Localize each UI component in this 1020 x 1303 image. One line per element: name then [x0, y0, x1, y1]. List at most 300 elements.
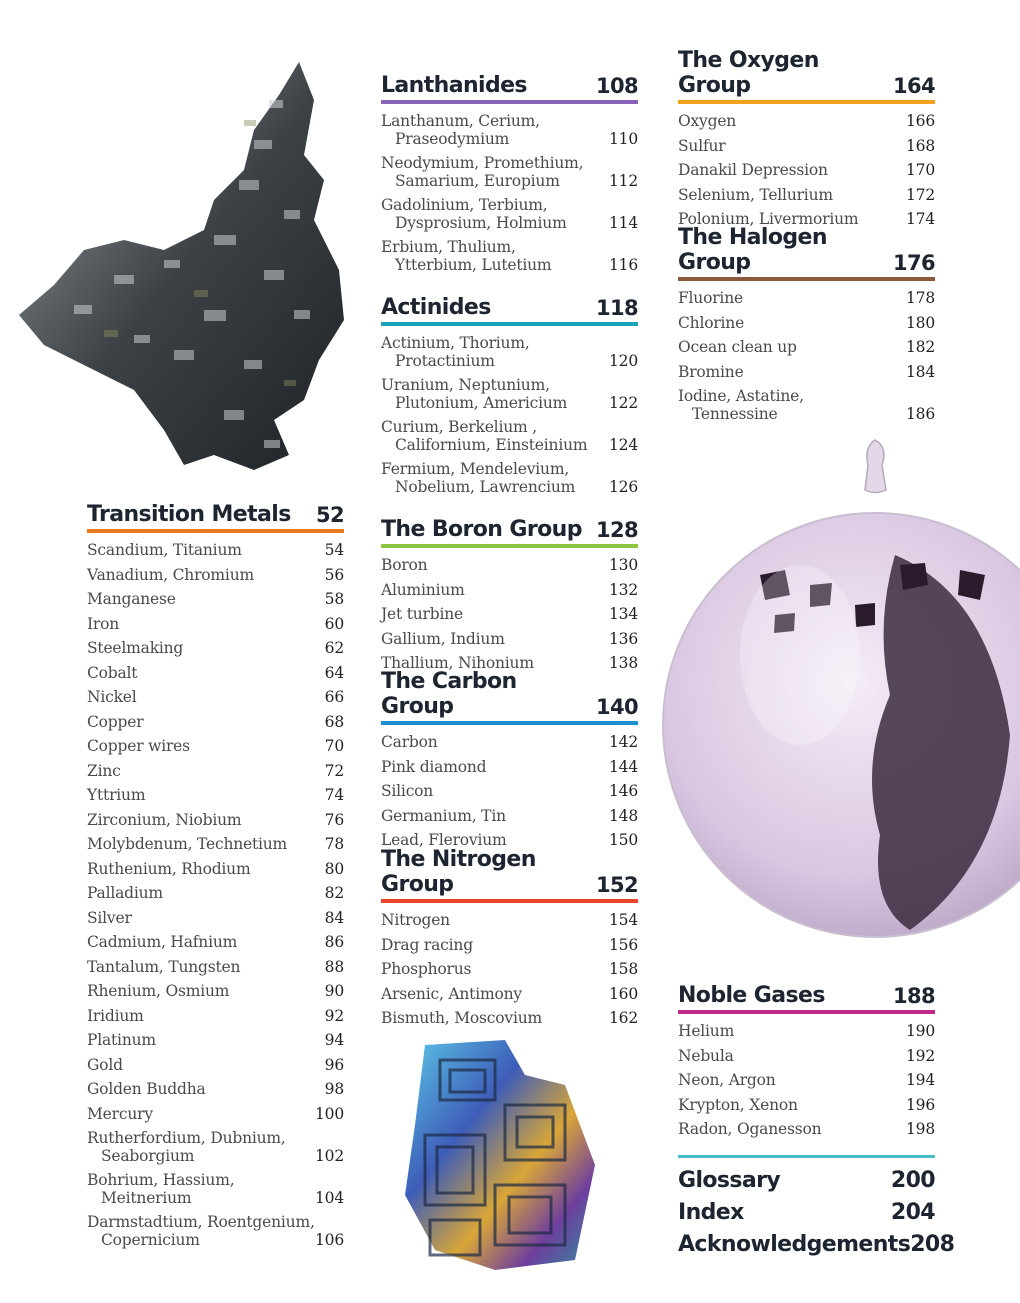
section-page-number: 140	[595, 695, 638, 719]
entry-title	[381, 783, 433, 801]
entry-title-line: Rutherfordium, Dubnium,	[87, 1129, 286, 1147]
entry-title	[678, 138, 726, 156]
entry-page-number: 100	[315, 1104, 344, 1123]
toc-entry[interactable]	[678, 113, 935, 131]
toc-entry[interactable]	[87, 591, 344, 609]
entry-page-number: 92	[324, 1006, 344, 1025]
entry-title-line: Vanadium, Chromium	[87, 565, 254, 584]
toc-entry[interactable]	[87, 689, 344, 707]
section-heading[interactable]	[381, 66, 638, 104]
toc-entry[interactable]	[381, 961, 638, 979]
entry-page-number: 70	[324, 737, 344, 755]
section-heading[interactable]	[381, 847, 638, 903]
glass-sphere-image	[660, 435, 1020, 955]
toc-entry[interactable]	[678, 290, 935, 308]
section-transition-metals	[87, 495, 344, 1256]
entry-title-line: Danakil Depression	[678, 161, 828, 179]
entry-page-number: 180	[906, 313, 935, 332]
entry-title	[87, 738, 190, 756]
toc-entry[interactable]	[381, 197, 638, 232]
entry-page-number: 90	[324, 982, 344, 1000]
entry-title-line: Jet turbine	[381, 605, 463, 623]
entry-title-line: Oxygen	[678, 112, 737, 130]
toc-entry[interactable]	[381, 631, 638, 649]
entry-title	[381, 808, 506, 826]
entry-title-line: Fluorine	[678, 289, 743, 307]
toc-entry[interactable]	[381, 986, 638, 1004]
entry-title	[381, 239, 551, 274]
entry-title-line: Tennessine	[692, 404, 778, 423]
entry-page-number: 138	[609, 654, 638, 672]
entry-title	[678, 315, 744, 333]
index-link[interactable]	[678, 1200, 935, 1232]
entry-title-line: Bromine	[678, 362, 744, 381]
toc-entry[interactable]	[87, 861, 344, 879]
toc-entry[interactable]	[87, 542, 344, 560]
entry-title	[678, 1097, 798, 1115]
toc-entry[interactable]	[678, 138, 935, 156]
entry-title	[381, 155, 583, 190]
entry-title	[87, 591, 176, 609]
entry-title-line: Sulfur	[678, 136, 726, 155]
entry-page-number: 160	[609, 984, 638, 1003]
entry-title	[678, 339, 797, 357]
toc-entry[interactable]	[87, 665, 344, 683]
section-nitrogen-group	[381, 847, 638, 1035]
entry-title-line: Golden Buddha	[87, 1080, 206, 1098]
entry-title-line: Rhenium, Osmium	[87, 982, 230, 1000]
entry-title	[87, 616, 119, 634]
entry-title-line: Erbium, Thulium,	[381, 238, 516, 256]
entry-title-line: Cobalt	[87, 663, 138, 682]
toc-entry[interactable]	[87, 640, 344, 658]
toc-entry[interactable]	[87, 812, 344, 830]
entry-title	[678, 162, 828, 180]
section-page-number: 176	[892, 251, 935, 275]
entry-title	[87, 1172, 234, 1207]
section-heading[interactable]	[87, 495, 344, 533]
entry-title-line: Iodine, Astatine,	[678, 387, 804, 405]
entry-title-line: Boron	[381, 556, 428, 574]
entry-title	[87, 787, 145, 805]
entry-title	[381, 986, 522, 1004]
toc-entry[interactable]	[87, 983, 344, 1001]
entry-page-number: 136	[609, 629, 638, 648]
entry-title-line: Gallium, Indium	[381, 629, 505, 648]
entry-title-line: Helium	[678, 1022, 735, 1040]
toc-entry[interactable]	[678, 1121, 935, 1139]
section-carbon-group	[381, 669, 638, 857]
entry-list	[381, 734, 638, 850]
entry-title-line: Samarium, Europium	[395, 171, 560, 190]
entry-title	[678, 1023, 734, 1041]
entry-page-number: 110	[609, 129, 638, 148]
entry-page-number: 142	[609, 733, 638, 751]
entry-title	[678, 290, 743, 308]
entry-title	[87, 714, 143, 732]
toc-entry[interactable]	[87, 934, 344, 952]
entry-title-line: Tantalum, Tungsten	[87, 957, 241, 976]
entry-title	[381, 631, 505, 649]
entry-page-number: 144	[609, 757, 638, 776]
acknowledgements-link[interactable]	[678, 1232, 955, 1264]
back-matter-page: 208	[910, 1232, 955, 1257]
entry-page-number: 76	[324, 810, 344, 829]
toc-entry[interactable]	[381, 808, 638, 826]
toc-entry[interactable]	[678, 364, 935, 382]
entry-page-number: 132	[609, 580, 638, 599]
entry-title	[381, 335, 530, 370]
entry-page-number: 98	[324, 1080, 344, 1098]
section-title: The Carbon Group	[381, 669, 517, 719]
toc-entry[interactable]	[87, 1081, 344, 1099]
back-matter-page: 200	[890, 1168, 935, 1193]
back-matter-page: 204	[890, 1200, 935, 1225]
entry-title	[678, 1048, 734, 1066]
entry-page-number: 146	[609, 782, 638, 800]
entry-page-number: 116	[609, 255, 638, 274]
titanium-crystal-image	[14, 60, 349, 480]
entry-title-line: Palladium	[87, 884, 163, 902]
entry-title-line: Bohrium, Hassium,	[87, 1171, 235, 1189]
entry-title	[381, 461, 575, 496]
entry-title-line: Protactinium	[395, 351, 495, 370]
toc-entry[interactable]	[87, 787, 344, 805]
bismuth-crystal-image	[395, 1035, 605, 1275]
entry-page-number: 182	[906, 338, 935, 356]
entry-title	[381, 1010, 542, 1028]
entry-title	[381, 606, 463, 624]
entry-page-number: 126	[609, 477, 638, 496]
entry-title	[87, 567, 254, 585]
toc-entry[interactable]	[678, 315, 935, 333]
toc-entry[interactable]	[381, 377, 638, 412]
toc-entry[interactable]	[87, 1008, 344, 1026]
section-page-number: 152	[595, 873, 638, 897]
entry-title-line: Ruthenium, Rhodium	[87, 859, 251, 878]
entry-title-line: Phosphorus	[381, 960, 472, 978]
entry-page-number: 198	[906, 1120, 935, 1138]
glossary-link[interactable]	[678, 1168, 935, 1200]
entry-page-number: 60	[324, 614, 344, 633]
entry-list	[381, 912, 638, 1028]
section-title: Actinides	[381, 295, 491, 320]
entry-page-number: 88	[324, 957, 344, 976]
toc-entry[interactable]	[381, 759, 638, 777]
entry-title	[381, 734, 438, 752]
entry-title	[87, 861, 250, 879]
toc-entry[interactable]	[381, 1010, 638, 1028]
entry-page-number: 84	[324, 908, 344, 927]
entry-page-number: 184	[906, 362, 935, 381]
entry-title-line: Platinum	[87, 1031, 156, 1049]
entry-page-number: 158	[609, 960, 638, 978]
toc-entry[interactable]	[381, 734, 638, 752]
entry-title	[87, 1008, 144, 1026]
entry-title-line: Praseodymium	[395, 129, 510, 148]
entry-title-line: Neodymium, Promethium,	[381, 154, 584, 172]
section-heading[interactable]	[381, 510, 638, 548]
section-halogen-group	[678, 225, 935, 430]
entry-title-line: Copernicium	[101, 1230, 200, 1249]
section-actinides	[381, 288, 638, 503]
entry-page-number: 62	[324, 639, 344, 657]
entry-page-number: 194	[906, 1071, 935, 1089]
entry-page-number: 178	[906, 289, 935, 307]
entry-page-number: 150	[609, 831, 638, 849]
entry-title-line: Plutonium, Americium	[395, 393, 568, 412]
toc-entry[interactable]	[678, 1097, 935, 1115]
toc-entry[interactable]	[87, 885, 344, 903]
entry-title-line: Nebula	[678, 1046, 734, 1065]
entry-page-number: 82	[324, 884, 344, 902]
entry-title-line: Molybdenum, Technetium	[87, 835, 288, 853]
toc-entry[interactable]	[678, 1023, 935, 1041]
toc-entry[interactable]	[381, 912, 638, 930]
entry-title-line: Actinium, Thorium,	[381, 334, 530, 352]
entry-page-number: 170	[906, 161, 935, 179]
entry-list	[678, 1023, 935, 1139]
entry-title-line: Ocean clean up	[678, 338, 797, 356]
entry-page-number: 162	[609, 1009, 638, 1027]
entry-title-line: Silicon	[381, 782, 434, 800]
entry-page-number: 190	[906, 1022, 935, 1040]
entry-list	[381, 557, 638, 673]
entry-title	[678, 364, 744, 382]
entry-title	[678, 1121, 821, 1139]
entry-title-line: Nitrogen	[381, 911, 450, 929]
entry-page-number: 56	[324, 565, 344, 584]
entry-title-line: Pink diamond	[381, 757, 487, 776]
entry-page-number: 192	[906, 1046, 935, 1065]
entry-page-number: 148	[609, 806, 638, 825]
entry-list	[381, 113, 638, 274]
entry-title-line: Zirconium, Niobium	[87, 810, 242, 829]
entry-page-number: 66	[324, 688, 344, 706]
section-lanthanides	[381, 66, 638, 281]
entry-title	[87, 885, 163, 903]
toc-entry[interactable]	[678, 388, 935, 423]
toc-entry[interactable]	[381, 606, 638, 624]
entry-page-number: 72	[324, 761, 344, 780]
section-title: The Boron Group	[381, 517, 582, 542]
entry-title-line: Seaborgium	[101, 1146, 195, 1165]
toc-entry[interactable]	[87, 1214, 344, 1249]
entry-title	[678, 388, 804, 423]
entry-title-line: Manganese	[87, 590, 176, 608]
section-title: Noble Gases	[678, 983, 825, 1008]
entry-title	[678, 113, 736, 131]
entry-title	[381, 912, 450, 930]
entry-title-line: Copper	[87, 712, 144, 731]
entry-title-line: Nobelium, Lawrencium	[395, 477, 576, 496]
entry-page-number: 112	[609, 171, 638, 190]
entry-list	[678, 290, 935, 423]
toc-entry[interactable]	[87, 567, 344, 585]
entry-title-line: Arsenic, Antimony	[381, 984, 522, 1003]
entry-title-line: Selenium, Tellurium	[678, 185, 833, 204]
entry-title	[87, 1081, 206, 1099]
back-matter-label: Glossary	[678, 1168, 781, 1193]
toc-entry[interactable]	[381, 783, 638, 801]
entry-title	[87, 812, 241, 830]
toc-entry[interactable]	[87, 763, 344, 781]
entry-title	[381, 419, 587, 454]
entry-title-line: Yttrium	[87, 786, 146, 804]
entry-title-line: Californium, Einsteinium	[395, 435, 588, 454]
entry-page-number: 174	[906, 210, 935, 228]
entry-title-line: Polonium, Livermorium	[678, 210, 859, 228]
entry-title	[381, 113, 540, 148]
toc-entry[interactable]	[381, 335, 638, 370]
entry-list	[381, 335, 638, 496]
entry-page-number: 166	[906, 112, 935, 130]
entry-page-number: 80	[324, 859, 344, 878]
toc-entry[interactable]	[87, 1057, 344, 1075]
entry-title-line: Cadmium, Hafnium	[87, 933, 238, 951]
entry-page-number: 124	[609, 435, 638, 454]
entry-title-line: Curium, Berkelium ,	[381, 418, 537, 436]
entry-title-line: Scandium, Titanium	[87, 541, 242, 559]
entry-title-line: Chlorine	[678, 313, 745, 332]
section-page-number: 118	[595, 296, 638, 320]
section-page-number: 108	[595, 74, 638, 98]
entry-title-line: Lead, Flerovium	[381, 831, 507, 849]
entry-title-line: Radon, Oganesson	[678, 1120, 822, 1138]
back-matter-rule	[678, 1155, 935, 1158]
section-page-number: 128	[595, 518, 638, 542]
toc-entry[interactable]	[87, 738, 344, 756]
entry-title-line: Silver	[87, 908, 132, 927]
entry-page-number: 172	[906, 185, 935, 204]
entry-title	[87, 542, 242, 560]
section-title: Lanthanides	[381, 73, 527, 98]
entry-title	[87, 910, 132, 928]
section-oxygen-group	[678, 48, 935, 236]
section-heading[interactable]	[381, 288, 638, 326]
toc-entry[interactable]	[678, 1048, 935, 1066]
entry-title-line: Iridium	[87, 1006, 144, 1025]
section-heading[interactable]	[381, 669, 638, 725]
entry-title-line: Darmstadtium, Roentgenium,	[87, 1213, 315, 1231]
toc-entry[interactable]	[381, 461, 638, 496]
entry-title-line: Carbon	[381, 733, 438, 751]
entry-page-number: 186	[906, 404, 935, 423]
entry-title	[381, 961, 471, 979]
toc-entry[interactable]	[87, 1172, 344, 1207]
toc-entry[interactable]	[87, 714, 344, 732]
toc-entry[interactable]	[678, 339, 935, 357]
entry-title-line: Copper wires	[87, 737, 190, 755]
entry-title-line: Ytterbium, Lutetium	[395, 255, 552, 274]
entry-title-line: Drag racing	[381, 935, 473, 954]
entry-page-number: 106	[315, 1230, 344, 1249]
section-title: The Oxygen Group	[678, 48, 819, 98]
entry-page-number: 130	[609, 556, 638, 574]
entry-page-number: 102	[315, 1146, 344, 1165]
entry-title	[381, 582, 465, 600]
toc-entry[interactable]	[678, 187, 935, 205]
entry-title-line: Dysprosium, Holmium	[395, 213, 567, 232]
entry-title	[87, 640, 183, 658]
entry-title	[87, 1057, 123, 1075]
back-matter-label: Acknowledgements	[678, 1232, 911, 1257]
toc-entry[interactable]	[381, 239, 638, 274]
toc-entry[interactable]	[87, 836, 344, 854]
toc-entry[interactable]	[87, 1106, 344, 1124]
section-page-number: 52	[315, 503, 344, 527]
toc-entry[interactable]	[381, 582, 638, 600]
entry-page-number: 168	[906, 136, 935, 155]
entry-page-number: 78	[324, 835, 344, 853]
entry-title	[87, 665, 137, 683]
entry-title	[381, 557, 427, 575]
entry-title-line: Nickel	[87, 688, 137, 706]
entry-title-line: Gadolinium, Terbium,	[381, 196, 548, 214]
toc-entry[interactable]	[87, 1130, 344, 1165]
section-heading[interactable]	[678, 225, 935, 281]
entry-page-number: 54	[324, 541, 344, 559]
toc-entry[interactable]	[678, 162, 935, 180]
entry-title	[87, 1032, 156, 1050]
section-heading[interactable]	[678, 48, 935, 104]
entry-title-line: Thallium, Nihonium	[381, 654, 534, 672]
toc-entry[interactable]	[381, 937, 638, 955]
toc-entry[interactable]	[87, 1032, 344, 1050]
toc-entry[interactable]	[678, 1072, 935, 1090]
entry-page-number: 154	[609, 911, 638, 929]
entry-title-line: Steelmaking	[87, 639, 184, 657]
entry-title	[87, 689, 137, 707]
toc-entry[interactable]	[87, 910, 344, 928]
entry-title-line: Iron	[87, 614, 120, 633]
entry-page-number: 196	[906, 1095, 935, 1114]
entry-page-number: 156	[609, 935, 638, 954]
toc-entry[interactable]	[381, 419, 638, 454]
entry-title-line: Krypton, Xenon	[678, 1095, 798, 1114]
toc-entry[interactable]	[381, 557, 638, 575]
entry-title-line: Lanthanum, Cerium,	[381, 112, 540, 130]
section-heading[interactable]	[678, 976, 935, 1014]
entry-title	[678, 1072, 776, 1090]
entry-page-number: 64	[324, 663, 344, 682]
entry-page-number: 68	[324, 712, 344, 731]
entry-title-line: Meitnerium	[101, 1188, 192, 1207]
entry-title	[87, 836, 287, 854]
toc-entry[interactable]	[381, 113, 638, 148]
entry-title	[381, 759, 486, 777]
section-title: The Nitrogen Group	[381, 847, 536, 897]
entry-title	[87, 1106, 153, 1124]
entry-title-line: Germanium, Tin	[381, 806, 506, 825]
toc-entry[interactable]	[87, 616, 344, 634]
entry-title	[87, 983, 229, 1001]
entry-title-line: Neon, Argon	[678, 1071, 776, 1089]
entry-page-number: 58	[324, 590, 344, 608]
entry-title	[87, 959, 240, 977]
entry-title	[381, 937, 473, 955]
entry-list	[87, 542, 344, 1249]
entry-page-number: 120	[609, 351, 638, 370]
section-title: The Halogen Group	[678, 225, 827, 275]
section-page-number: 188	[892, 984, 935, 1008]
entry-title-line: Fermium, Mendelevium,	[381, 460, 570, 478]
toc-entry[interactable]	[381, 155, 638, 190]
entry-page-number: 74	[324, 786, 344, 804]
entry-title-line: Aluminium	[381, 580, 465, 599]
entry-title-line: Mercury	[87, 1104, 153, 1123]
toc-entry[interactable]	[87, 959, 344, 977]
